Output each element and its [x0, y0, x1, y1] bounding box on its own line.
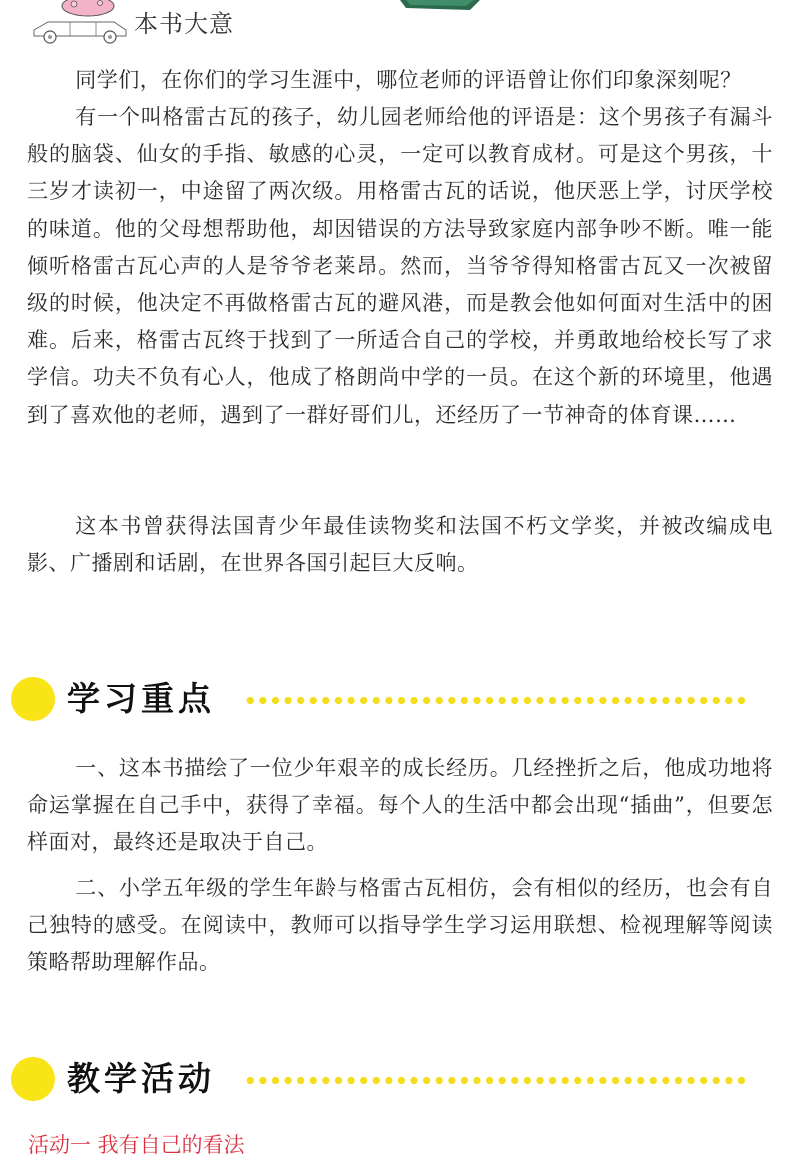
dotted-divider	[244, 696, 748, 705]
dotted-divider	[244, 1076, 748, 1085]
focus-paragraph: 一、这本书描绘了一位少年艰辛的成长经历。几经挫折之后，他成功地将命运掌握在自己手中，获得了幸福。每个人的生活中都会出现“插曲”，但要怎样面对，最终还是取决于自己。	[27, 756, 773, 855]
bullet-circle-icon	[11, 1057, 55, 1101]
page-title: 本书大意	[134, 10, 234, 38]
section-title: 教学活动	[67, 1059, 215, 1098]
car-illustration	[30, 0, 130, 44]
bullet-circle-icon	[11, 677, 55, 721]
focus-paragraph: 二、小学五年级的学生年龄与格雷古瓦相仿，会有相似的经历，也会有自己独特的感受。在阅读中，教师可以指导学生学习运用联想、检视理解等阅读策略帮助理解作品。	[27, 876, 773, 975]
section-header-activities	[0, 1055, 790, 1105]
header-decoration	[400, 0, 480, 10]
intro-paragraph: 这本书曾获得法国青少年最佳读物奖和法国不朽文学奖，并被改编成电影、广播剧和话剧，在世界各国引起巨大反响。	[27, 514, 773, 576]
intro-paragraph: 同学们，在你们的学习生涯中，哪位老师的评语曾让你们印象深刻呢？	[75, 68, 742, 92]
section-header-focus	[0, 675, 790, 725]
activity-heading-cut: 活动一 我有自己的看法	[28, 1133, 245, 1157]
intro-paragraph: 有一个叫格雷古瓦的孩子，幼儿园老师给他的评语是：这个男孩子有漏斗般的脑袋、仙女的手指、敏感的心灵，一定可以教育成材。可是这个男孩，十三岁才读初一，中途留了两次级。用格雷古瓦的话说，他厌恶上学，讨厌学校的味道。他的父母想帮助他，却因错误的方法导致家庭内部争吵不断。唯一能倾听格雷古瓦心声的人是爷爷老莱昂。然而，当爷爷得知格雷古瓦又一次被留级的时候，他决定不再做格雷古瓦的避风港，而是教会他如何面对生活中的困难。后来，格雷古瓦终于找到了一所适合自己的学校，并勇敢地给校长写了求学信。功夫不负有心人，他成了格朗尚中学的一员。在这个新的环境里，他遇到了喜欢他的老师，遇到了一群好哥们儿，还经历了一节神奇的体育课……	[27, 105, 773, 427]
section-title: 学习重点	[67, 679, 215, 718]
